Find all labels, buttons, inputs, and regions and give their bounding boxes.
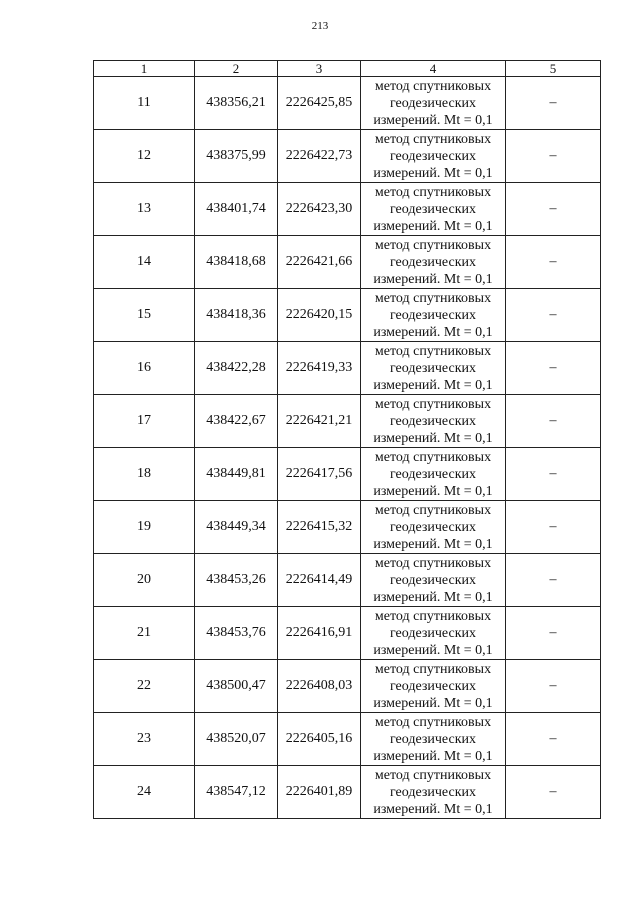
y-coordinate-cell: 2226421,21 <box>278 395 361 448</box>
table-row <box>94 766 601 819</box>
method-line: измерений. Mt = 0,1 <box>373 218 493 234</box>
method-line: геодезических <box>389 731 476 747</box>
y-coordinate-cell: 2226416,91 <box>278 607 361 660</box>
x-coordinate-cell: 438418,36 <box>195 289 278 342</box>
method-line: метод спутниковых <box>374 661 492 677</box>
point-number-cell: 24 <box>94 766 195 819</box>
method-cell <box>361 236 506 289</box>
point-number-cell: 23 <box>94 713 195 766</box>
column-header: 2 <box>195 61 278 77</box>
table-row <box>94 501 601 554</box>
table-row <box>94 289 601 342</box>
table-row <box>94 660 601 713</box>
method-line: метод спутниковых <box>374 608 492 624</box>
point-number-cell: 12 <box>94 130 195 183</box>
method-cell <box>361 501 506 554</box>
method-line: метод спутниковых <box>374 237 492 253</box>
method-line: измерений. Mt = 0,1 <box>373 377 493 393</box>
method-line: измерений. Mt = 0,1 <box>373 589 493 605</box>
description-cell: – <box>506 660 601 713</box>
method-line: измерений. Mt = 0,1 <box>373 165 493 181</box>
column-header: 5 <box>506 61 601 77</box>
x-coordinate-cell: 438520,07 <box>195 713 278 766</box>
method-line: метод спутниковых <box>374 184 492 200</box>
description-cell: – <box>506 501 601 554</box>
x-coordinate-cell: 438449,34 <box>195 501 278 554</box>
method-line: геодезических <box>389 466 476 482</box>
method-cell <box>361 448 506 501</box>
description-cell: – <box>506 289 601 342</box>
description-cell: – <box>506 130 601 183</box>
table-row <box>94 395 601 448</box>
point-number-cell: 16 <box>94 342 195 395</box>
x-coordinate-cell: 438449,81 <box>195 448 278 501</box>
x-coordinate-cell: 438375,99 <box>195 130 278 183</box>
y-coordinate-cell: 2226414,49 <box>278 554 361 607</box>
method-line: измерений. Mt = 0,1 <box>373 112 493 128</box>
description-cell: – <box>506 766 601 819</box>
method-cell <box>361 766 506 819</box>
method-cell <box>361 554 506 607</box>
y-coordinate-cell: 2226408,03 <box>278 660 361 713</box>
table-row <box>94 183 601 236</box>
point-number-cell: 15 <box>94 289 195 342</box>
method-cell <box>361 77 506 130</box>
method-cell <box>361 130 506 183</box>
y-coordinate-cell: 2226405,16 <box>278 713 361 766</box>
description-cell: – <box>506 395 601 448</box>
method-line: измерений. Mt = 0,1 <box>373 430 493 446</box>
method-line: измерений. Mt = 0,1 <box>373 271 493 287</box>
method-cell <box>361 395 506 448</box>
method-line: геодезических <box>389 625 476 641</box>
y-coordinate-cell: 2226415,32 <box>278 501 361 554</box>
description-cell: – <box>506 236 601 289</box>
method-line: метод спутниковых <box>374 131 492 147</box>
description-cell: – <box>506 342 601 395</box>
x-coordinate-cell: 438547,12 <box>195 766 278 819</box>
table-header-row <box>94 61 601 77</box>
method-line: метод спутниковых <box>374 555 492 571</box>
point-number-cell: 22 <box>94 660 195 713</box>
table-row <box>94 77 601 130</box>
method-line: измерений. Mt = 0,1 <box>373 642 493 658</box>
point-number-cell: 18 <box>94 448 195 501</box>
method-line: геодезических <box>389 413 476 429</box>
y-coordinate-cell: 2226419,33 <box>278 342 361 395</box>
x-coordinate-cell: 438418,68 <box>195 236 278 289</box>
method-cell <box>361 289 506 342</box>
point-number-cell: 13 <box>94 183 195 236</box>
x-coordinate-cell: 438422,67 <box>195 395 278 448</box>
method-line: геодезических <box>389 784 476 800</box>
column-header: 3 <box>278 61 361 77</box>
method-cell <box>361 713 506 766</box>
y-coordinate-cell: 2226423,30 <box>278 183 361 236</box>
column-header: 4 <box>361 61 506 77</box>
method-line: метод спутниковых <box>374 290 492 306</box>
method-line: метод спутниковых <box>374 767 492 783</box>
method-line: метод спутниковых <box>374 343 492 359</box>
method-line: метод спутниковых <box>374 449 492 465</box>
method-line: измерений. Mt = 0,1 <box>373 801 493 817</box>
method-line: геодезических <box>389 678 476 694</box>
description-cell: – <box>506 183 601 236</box>
method-line: измерений. Mt = 0,1 <box>373 748 493 764</box>
point-number-cell: 19 <box>94 501 195 554</box>
description-cell: – <box>506 607 601 660</box>
description-cell: – <box>506 77 601 130</box>
method-cell <box>361 607 506 660</box>
y-coordinate-cell: 2226421,66 <box>278 236 361 289</box>
method-line: измерений. Mt = 0,1 <box>373 695 493 711</box>
table-row <box>94 342 601 395</box>
point-number-cell: 21 <box>94 607 195 660</box>
y-coordinate-cell: 2226425,85 <box>278 77 361 130</box>
y-coordinate-cell: 2226417,56 <box>278 448 361 501</box>
method-line: метод спутниковых <box>374 78 492 94</box>
method-line: геодезических <box>389 201 476 217</box>
table-row <box>94 713 601 766</box>
table-row <box>94 236 601 289</box>
method-line: метод спутниковых <box>374 396 492 412</box>
method-line: метод спутниковых <box>374 502 492 518</box>
point-number-cell: 17 <box>94 395 195 448</box>
method-line: геодезических <box>389 519 476 535</box>
method-cell <box>361 660 506 713</box>
x-coordinate-cell: 438401,74 <box>195 183 278 236</box>
method-line: геодезических <box>389 95 476 111</box>
x-coordinate-cell: 438356,21 <box>195 77 278 130</box>
method-line: измерений. Mt = 0,1 <box>373 536 493 552</box>
x-coordinate-cell: 438453,26 <box>195 554 278 607</box>
y-coordinate-cell: 2226401,89 <box>278 766 361 819</box>
coordinates-table <box>93 60 601 819</box>
y-coordinate-cell: 2226422,73 <box>278 130 361 183</box>
description-cell: – <box>506 713 601 766</box>
method-line: геодезических <box>389 360 476 376</box>
method-line: геодезических <box>389 148 476 164</box>
table-row <box>94 607 601 660</box>
method-line: измерений. Mt = 0,1 <box>373 483 493 499</box>
method-line: геодезических <box>389 572 476 588</box>
x-coordinate-cell: 438500,47 <box>195 660 278 713</box>
method-line: геодезических <box>389 307 476 323</box>
table-body <box>94 77 601 819</box>
table-row <box>94 448 601 501</box>
point-number-cell: 14 <box>94 236 195 289</box>
point-number-cell: 11 <box>94 77 195 130</box>
table-row <box>94 130 601 183</box>
method-line: метод спутниковых <box>374 714 492 730</box>
y-coordinate-cell: 2226420,15 <box>278 289 361 342</box>
method-cell <box>361 342 506 395</box>
method-line: геодезических <box>389 254 476 270</box>
method-line: измерений. Mt = 0,1 <box>373 324 493 340</box>
x-coordinate-cell: 438453,76 <box>195 607 278 660</box>
point-number-cell: 20 <box>94 554 195 607</box>
table-row <box>94 554 601 607</box>
description-cell: – <box>506 448 601 501</box>
page-number: 213 <box>311 20 329 32</box>
method-cell <box>361 183 506 236</box>
column-header: 1 <box>94 61 195 77</box>
description-cell: – <box>506 554 601 607</box>
x-coordinate-cell: 438422,28 <box>195 342 278 395</box>
